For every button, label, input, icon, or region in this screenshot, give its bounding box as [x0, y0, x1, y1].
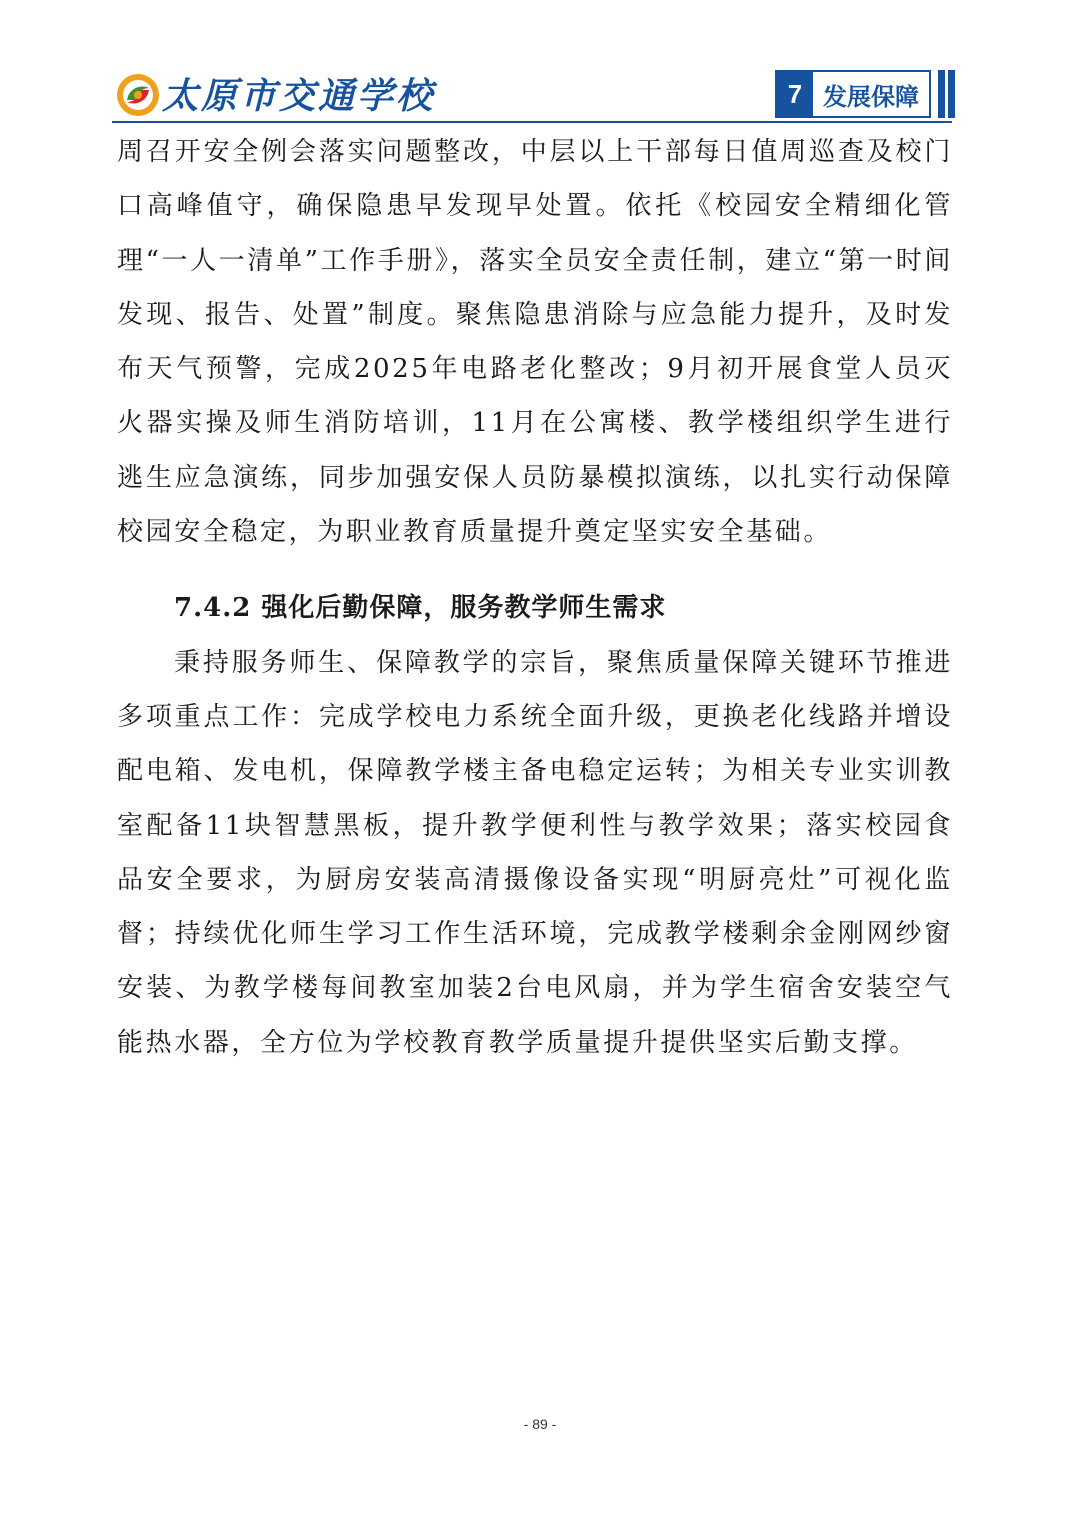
chapter-title: 发展保障: [823, 82, 919, 111]
school-logo-icon: [115, 72, 161, 118]
section-heading: 7.4.2 强化后勤保障，服务教学师生需求: [174, 593, 667, 624]
page-header: [0, 0, 1080, 125]
header-rule: [112, 121, 952, 123]
chapter-decoration-bars: [935, 70, 955, 118]
body-paragraph: 周召开安全例会落实问题整改，中层以上干部每日值周巡查及校门口高峰值守，确保隐患早发现早处置。依托《校园安全精细化管理“一人一清单”工作手册》，落实全员安全责任制，建立“第一时间发现、报告、处置”制度。聚焦隐患消除与应急能力提升，及时发布天气预警，完成2025年电路老化整改；9月初开展食堂人员灭火器实操及师生消防培训，11月在公寓楼、教学楼组织学生进行逃生应急演练，同步加强安保人员防暴模拟演练，以扎实行动保障校园安全稳定，为职业教育质量提升奠定坚实安全基础。: [117, 137, 953, 548]
body-paragraph: 秉持服务师生、保障教学的宗旨，聚焦质量保障关键环节推进多项重点工作：完成学校电力系统全面升级，更换老化线路并增设配电箱、发电机，保障教学楼主备电稳定运转；为相关专业实训教室配备11块智慧黑板，提升教学便利性与教学效果；落实校园食品安全要求，为厨房安装高清摄像设备实现“明厨亮灶”可视化监督；持续优化师生学习工作生活环境，完成教学楼剩余金刚网纱窗安装、为教学楼每间教室加装2台电风扇，并为学生宿舍安装空气能热水器，全方位为学校教育教学质量提升提供坚实后勤支撑。: [117, 647, 953, 1058]
page-number: - 89 -: [523, 1416, 557, 1432]
school-name: 太原市交通学校: [162, 75, 436, 117]
chapter-box: [775, 70, 931, 118]
chapter-number: 7: [777, 72, 813, 116]
chapter-tag: [775, 70, 955, 118]
page-content: [117, 125, 953, 1070]
